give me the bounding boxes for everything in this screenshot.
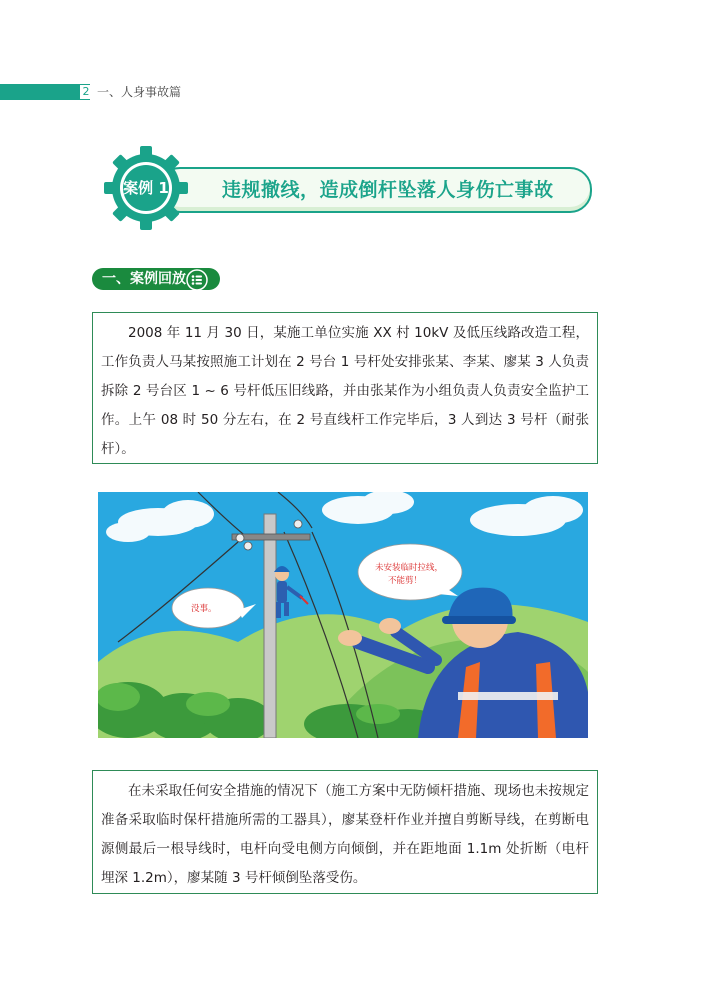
accident-illustration — [98, 492, 588, 738]
header-accent-bar — [0, 84, 90, 100]
bubble-left-text: 没事。 — [191, 604, 217, 614]
case-title: 违规撤线，造成倒杆坠落人身伤亡事故 — [222, 179, 554, 201]
list-icon — [186, 269, 208, 291]
page-number: 2 — [80, 85, 92, 99]
header-section-title: 一、人身事故篇 — [97, 85, 182, 99]
case-title-banner — [158, 167, 592, 213]
narrative-paragraph-1: 2008 年 11 月 30 日，某施工单位实施 XX 村 10kV 及低压线路改造工程，工作负责人马某按照施工计划在 2 号台 1 号杆处安排张某、李某、廖某 3 人负责拆除 2 号台区 1 ~ 6 号杆低压旧线路，并由张某作为小组负责人负责安全监护工作。上午 08 时 50 分左右，在 2 号直线杆工作完毕后，3 人到达 3 号杆（耐张杆）。 — [101, 325, 589, 457]
bubble-right-text-1: 未安装临时拉线， — [375, 563, 444, 573]
case-label: 案例 1 — [123, 179, 169, 197]
narrative-paragraph-2: 在未采取任何安全措施的情况下（施工方案中无防倾杆措施、现场也未按规定准备采取临时保杆措施所需的工器具），廖某登杆作业并擅自剪断导线，在剪断电源侧最后一根导线时，电杆向受电侧方向倾倒，并在距地面 1.1m 处折断（电杆埋深 1.2m），廖某随 3 号杆倾倒坠落受伤。 — [101, 783, 589, 886]
case-narrative-box — [92, 312, 598, 464]
bubble-right-text-2: 不能剪！ — [388, 576, 423, 586]
case-description-box — [92, 770, 598, 894]
section-heading: 一、案例回放 — [92, 268, 220, 290]
